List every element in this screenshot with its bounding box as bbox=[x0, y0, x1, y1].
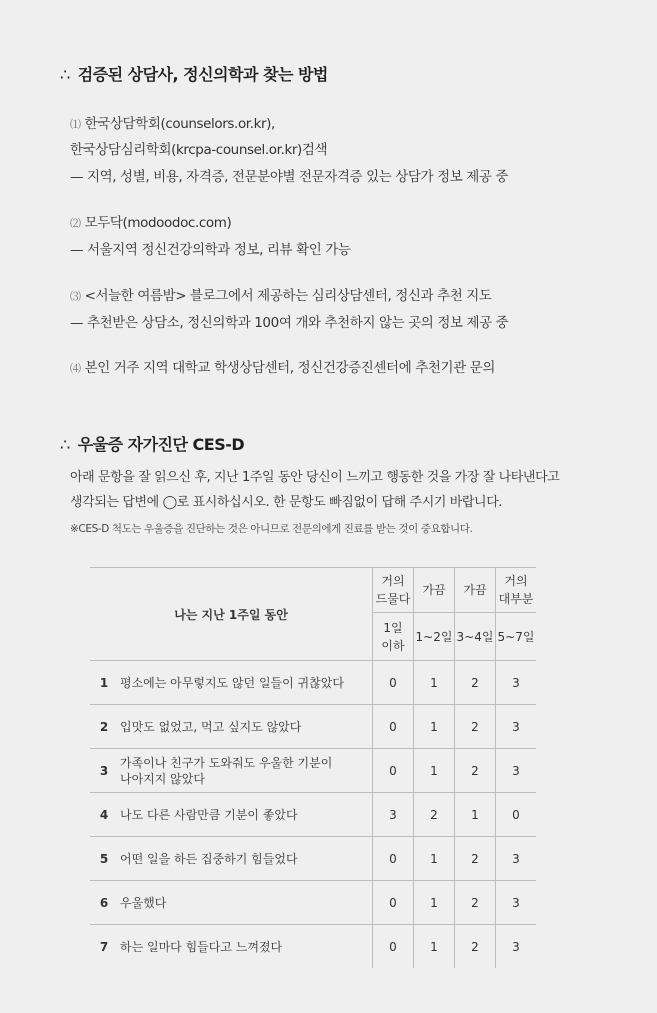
question-number: 5 bbox=[90, 837, 118, 881]
question-text bbox=[118, 749, 373, 793]
option-range: 3~4일 bbox=[455, 613, 496, 661]
option-label: 가끔 bbox=[422, 583, 446, 597]
question-text-line: 나아지지 않았다 bbox=[120, 771, 205, 786]
therefore-symbol: ∴ bbox=[60, 435, 70, 454]
section-title-text: 우울증 자가진단 CES-D bbox=[77, 435, 245, 454]
intro-line-1: 아래 문항을 잘 읽으신 후, 지난 1주일 동안 당신이 느끼고 행동한 것을 가장 잘 나타낸다고 bbox=[70, 470, 560, 485]
score-cell[interactable]: 3 bbox=[496, 661, 537, 705]
item-number: ⑷ bbox=[70, 362, 81, 375]
option-header bbox=[414, 568, 455, 613]
option-label: 드물다 bbox=[375, 592, 411, 606]
score-cell[interactable]: 1 bbox=[414, 837, 455, 881]
range-text: 1일 bbox=[383, 620, 403, 635]
item-text: 본인 거주 지역 대학교 학생상담센터, 정신건강증진센터에 추천기관 문의 bbox=[84, 360, 495, 376]
score-cell[interactable]: 3 bbox=[496, 705, 537, 749]
score-cell[interactable]: 2 bbox=[455, 705, 496, 749]
item-number: ⑶ bbox=[70, 290, 81, 303]
question-text: 하는 일마다 힘들다고 느껴졌다 bbox=[120, 939, 283, 954]
score-cell[interactable]: 0 bbox=[373, 925, 414, 969]
question-text-line: 가족이나 친구가 도와줘도 우울한 기분이 bbox=[120, 755, 333, 770]
score-cell[interactable]: 3 bbox=[496, 881, 537, 925]
score-cell[interactable]: 1 bbox=[414, 705, 455, 749]
score-cell[interactable]: 0 bbox=[496, 793, 537, 837]
question-number: 6 bbox=[90, 881, 118, 925]
option-range bbox=[373, 613, 414, 661]
section-title-counselors bbox=[60, 62, 328, 85]
item-2-line-2: — 서울지역 정신건강의학과 정보, 리뷰 확인 가능 bbox=[70, 242, 351, 258]
score-cell[interactable]: 1 bbox=[414, 749, 455, 793]
score-cell[interactable]: 1 bbox=[414, 881, 455, 925]
item-2-line-1 bbox=[70, 211, 231, 231]
option-label: 가끔 bbox=[463, 583, 487, 597]
table-row bbox=[90, 749, 536, 793]
question-text: 어떤 일을 하든 집중하기 힘들었다 bbox=[118, 837, 373, 881]
score-cell[interactable]: 3 bbox=[496, 837, 537, 881]
table-row bbox=[90, 925, 536, 969]
item-number: ⑵ bbox=[70, 217, 81, 230]
score-cell[interactable]: 0 bbox=[373, 749, 414, 793]
option-header bbox=[373, 568, 414, 613]
score-cell[interactable]: 2 bbox=[455, 837, 496, 881]
question-text: 입맛도 없었고, 먹고 싶지도 않았다 bbox=[118, 705, 373, 749]
question-number: 2 bbox=[90, 705, 118, 749]
range-text: 이하 bbox=[381, 638, 405, 653]
cesd-table bbox=[90, 567, 536, 968]
item-text: <서늘한 여름밤> 블로그에서 제공하는 심리상담센터, 정신과 추천 지도 bbox=[84, 288, 492, 304]
table-header: 나는 지난 1주일 동안 bbox=[90, 568, 373, 661]
note-text: ※CES-D 척도는 우울증을 진단하는 것은 아니므로 전문의에게 진료를 받는 것이 중요합니다. bbox=[70, 523, 473, 535]
option-label: 대부분 bbox=[498, 592, 534, 606]
item-3-line-1 bbox=[70, 284, 492, 304]
score-cell[interactable]: 2 bbox=[455, 661, 496, 705]
option-header bbox=[455, 568, 496, 613]
score-cell[interactable]: 3 bbox=[373, 793, 414, 837]
option-range: 5~7일 bbox=[496, 613, 537, 661]
table-row bbox=[90, 705, 536, 749]
question-text: 나도 다른 사람만큼 기분이 좋았다 bbox=[118, 793, 373, 837]
table-row bbox=[90, 793, 536, 837]
question-number: 3 bbox=[90, 749, 118, 793]
question-number: 4 bbox=[90, 793, 118, 837]
item-3-line-2: — 추천받은 상담소, 정신의학과 100여 개와 추천하지 않는 곳의 정보 제공 중 bbox=[70, 315, 509, 331]
item-number: ⑴ bbox=[70, 118, 81, 131]
table-row bbox=[90, 837, 536, 881]
score-cell[interactable]: 0 bbox=[373, 837, 414, 881]
intro-line-2: 생각되는 답변에 ◯로 표시하십시오. 한 문항도 빠짐없이 답해 주시기 바랍니다. bbox=[70, 495, 503, 510]
option-label: 거의 bbox=[504, 574, 528, 588]
score-cell[interactable]: 2 bbox=[455, 925, 496, 969]
score-cell[interactable]: 3 bbox=[496, 749, 537, 793]
score-cell[interactable]: 1 bbox=[455, 793, 496, 837]
question-text: 우울했다 bbox=[118, 881, 373, 925]
option-label: 거의 bbox=[381, 574, 405, 588]
question-text: 평소에는 아무렇지도 않던 일들이 귀찮았다 bbox=[118, 661, 373, 705]
option-header bbox=[496, 568, 537, 613]
therefore-symbol: ∴ bbox=[60, 65, 70, 84]
section-title-cesd bbox=[60, 432, 244, 455]
table-row bbox=[90, 881, 536, 925]
item-1-line-1 bbox=[70, 112, 275, 132]
item-4-line-1 bbox=[70, 356, 495, 376]
table-row bbox=[90, 661, 536, 705]
score-cell[interactable]: 2 bbox=[414, 793, 455, 837]
section-title-text: 검증된 상담사, 정신의학과 찾는 방법 bbox=[77, 65, 328, 84]
score-cell[interactable]: 1 bbox=[414, 661, 455, 705]
score-cell[interactable]: 0 bbox=[373, 881, 414, 925]
score-cell[interactable]: 0 bbox=[373, 705, 414, 749]
score-cell[interactable]: 3 bbox=[496, 925, 537, 969]
question-number: 7 bbox=[99, 939, 109, 954]
score-cell[interactable]: 2 bbox=[455, 749, 496, 793]
score-cell[interactable]: 1 bbox=[414, 925, 455, 969]
score-cell[interactable]: 0 bbox=[373, 661, 414, 705]
item-text: 모두닥(modoodoc.com) bbox=[84, 215, 232, 231]
option-range: 1~2일 bbox=[414, 613, 455, 661]
score-cell[interactable]: 2 bbox=[455, 881, 496, 925]
question-number: 1 bbox=[90, 661, 118, 705]
item-1-line-3: — 지역, 성별, 비용, 자격증, 전문분야별 전문자격증 있는 상담가 정보 제공 중 bbox=[70, 169, 509, 185]
item-text: 한국상담학회(counselors.or.kr), bbox=[84, 116, 275, 132]
item-1-line-2: 한국상담심리학회(krcpa-counsel.or.kr)검색 bbox=[70, 142, 328, 158]
